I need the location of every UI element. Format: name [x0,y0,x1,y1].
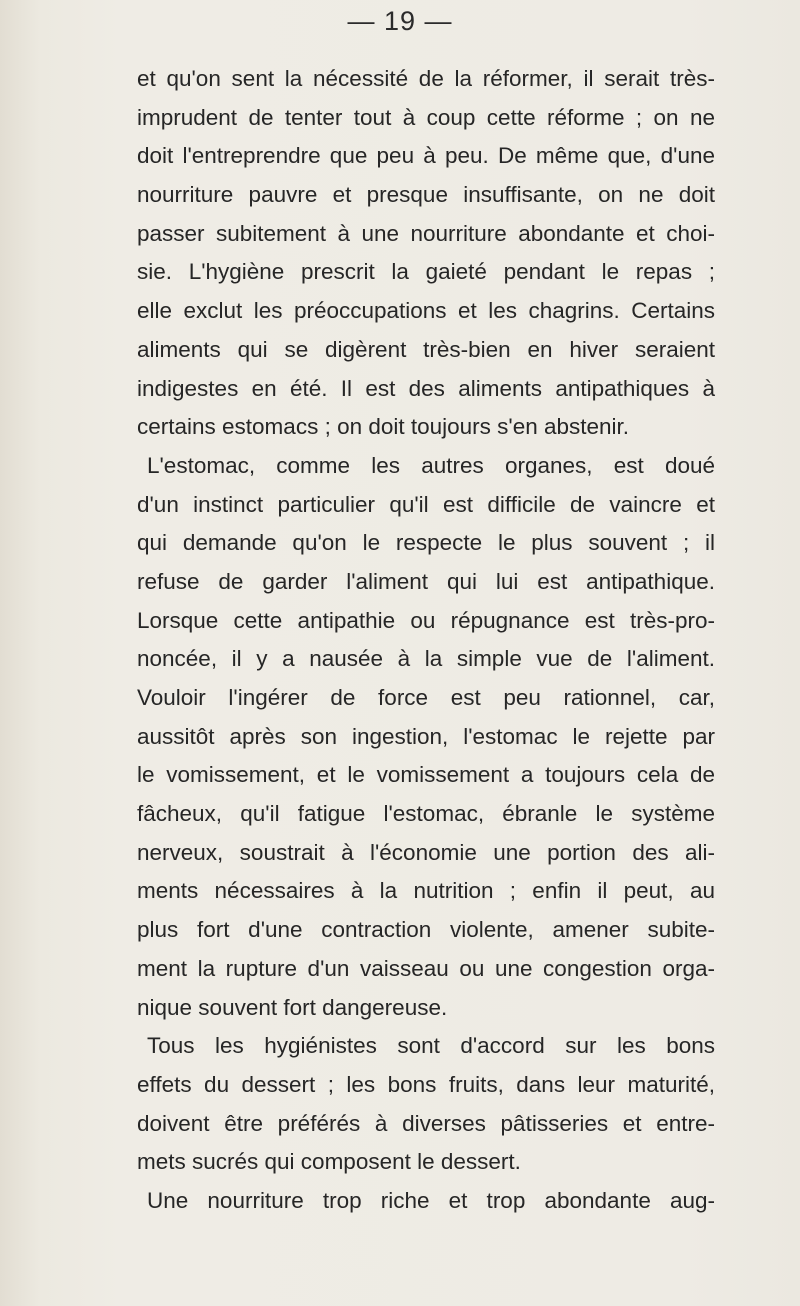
text-line: mets sucrés qui composent le dessert. [137,1149,521,1175]
text-line: aliments qui se digèrent très-bien en hiver seraient [137,336,715,362]
text-line: doivent être préférés à diverses pâtisseries et entre- [137,1110,715,1136]
text-line: Vouloir l'ingérer de force est peu rationnel, car, [137,685,715,710]
text-line: Lorsque cette antipathie ou répugnance est très-pro- [137,607,715,633]
text-line: fâcheux, qu'il fatigue l'estomac, ébranle le système [137,801,715,827]
text-line: le vomissement, et le vomissement a toujours cela de [137,762,715,788]
text-line: indigestes en été. Il est des aliments antipathiques à [137,375,715,401]
text-line: ments nécessaires à la nutrition ; enfin il peut, au [137,878,715,904]
text-line: et qu'on sent la nécessité de la réformer, il serait très- [137,66,715,91]
text-line: refuse de garder l'aliment qui lui est antipathique. [137,568,715,594]
text-line: Une nourriture trop riche et trop abondante aug- [147,1187,715,1213]
text-line: nique souvent fort dangereuse. [137,994,448,1020]
text-line: noncée, il y a nausée à la simple vue de l'aliment. [137,646,715,672]
text-line: nerveux, soustrait à l'économie une portion des ali- [137,839,715,865]
text-line: certains estomacs ; on doit toujours s'en abstenir. [137,414,630,440]
text-line: plus fort d'une contraction violente, amener subite- [137,917,715,943]
text-line: doit l'entreprendre que peu à peu. De même que, d'une [137,143,715,169]
text-line: aussitôt après son ingestion, l'estomac le rejette par [137,723,715,749]
text-line: imprudent de tenter tout à coup cette réforme ; on ne [137,104,715,130]
text-line: L'estomac, comme les autres organes, est doué [147,452,715,478]
page-number: — 19 — [347,6,453,36]
text-line: effets du dessert ; les bons fruits, dans leur maturité, [137,1071,715,1097]
text-line: Tous les hygiénistes sont d'accord sur les bons [147,1033,715,1059]
text-line: sie. L'hygiène prescrit la gaieté pendant le repas ; [137,259,715,285]
text-line: elle exclut les préoccupations et les chagrins. Certains [137,298,715,324]
text-line: qui demande qu'on le respecte le plus souvent ; il [137,530,715,556]
text-line: nourriture pauvre et presque insuffisante, on ne doit [137,182,715,208]
body-text [137,60,715,1221]
text-line: d'un instinct particulier qu'il est difficile de vaincre et [137,491,715,517]
text-line: passer subitement à une nourriture abondante et choi- [137,220,715,246]
text-line: ment la rupture d'un vaisseau ou une congestion orga- [137,955,715,981]
